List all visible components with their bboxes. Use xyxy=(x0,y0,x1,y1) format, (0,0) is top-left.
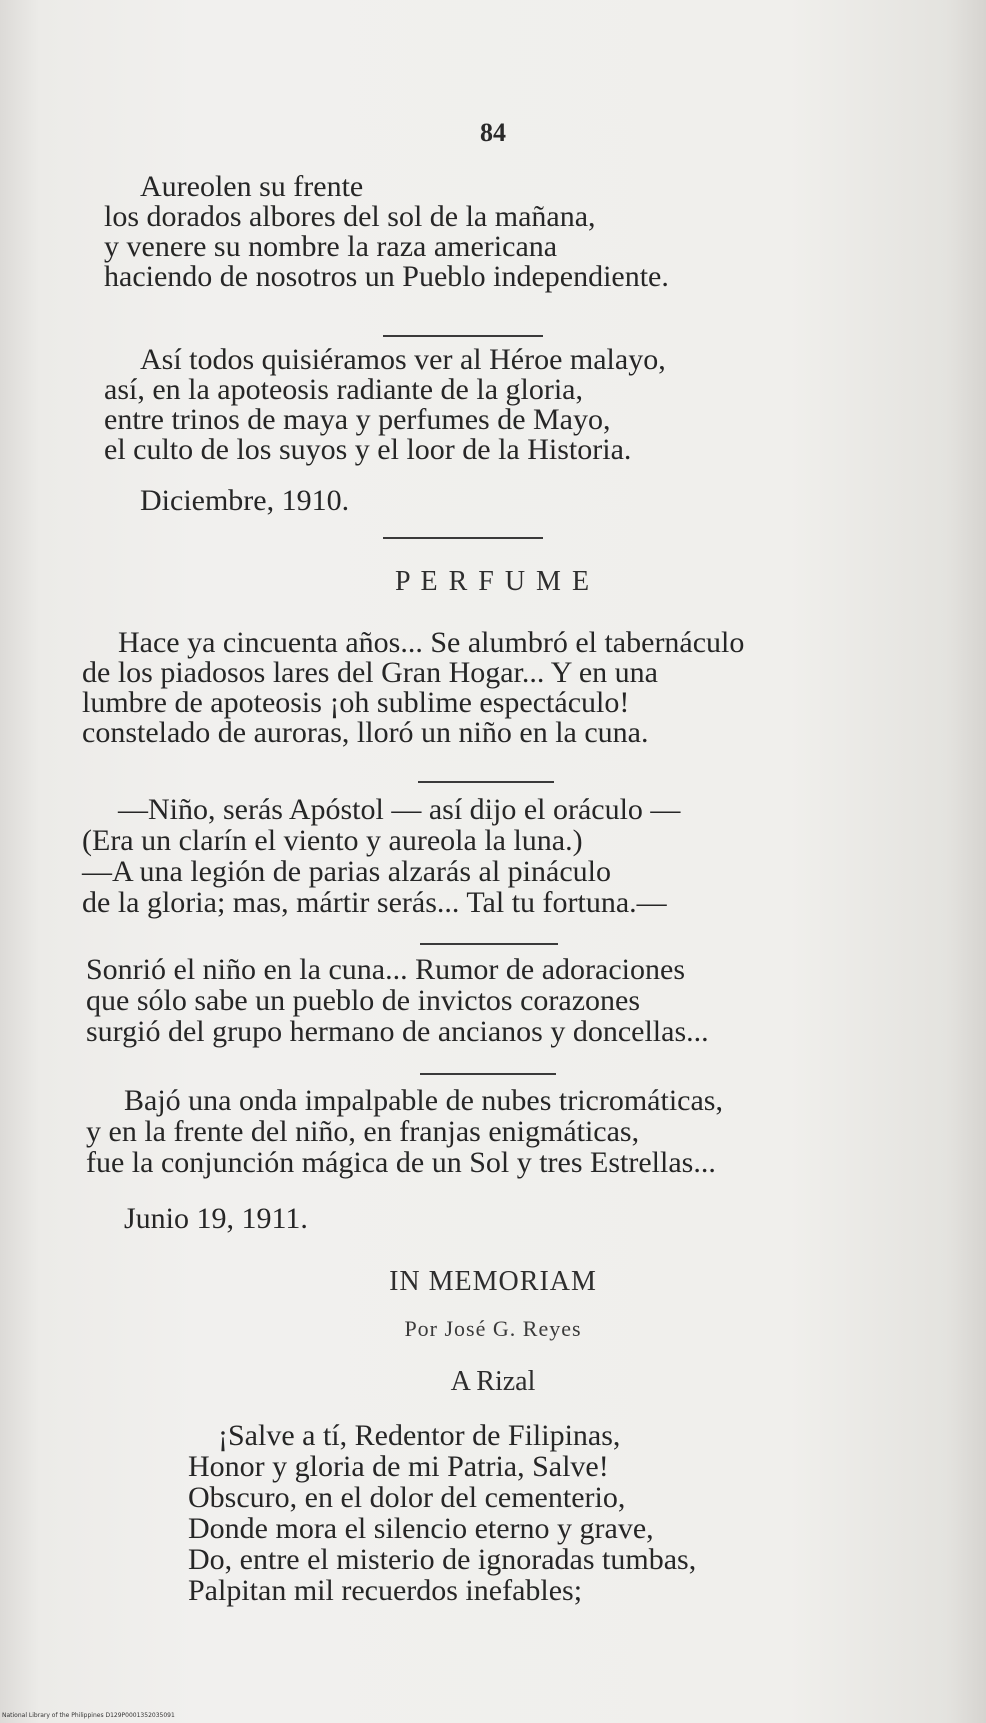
author-byline: Por José G. Reyes xyxy=(404,1316,582,1341)
verse-line: el culto de los suyos y el loor de la Historia. xyxy=(104,433,632,466)
verse-line: constelado de auroras, lloró un niño en la cuna. xyxy=(82,716,649,749)
verse-line: entre trinos de maya y perfumes de Mayo, xyxy=(104,403,611,436)
section-divider xyxy=(383,335,543,337)
verse-line: Aureolen su frente xyxy=(140,170,364,203)
section-divider xyxy=(420,943,558,945)
verse-line: Bajó una onda impalpable de nubes tricromáticas, xyxy=(124,1084,723,1117)
date-line: Diciembre, 1910. xyxy=(140,484,350,517)
verse-line: que sólo sabe un pueblo de invictos corazones xyxy=(86,984,641,1017)
page-number: 84 xyxy=(480,118,506,147)
section-divider xyxy=(420,1073,556,1075)
verse-line: —Niño, serás Apóstol — así dijo el oráculo — xyxy=(118,793,681,826)
verse-line: Sonrió el niño en la cuna... Rumor de adoraciones xyxy=(86,953,686,986)
verse-line: haciendo de nosotros un Pueblo independiente. xyxy=(104,260,669,293)
section-divider xyxy=(418,781,554,783)
poem-title: IN MEMORIAM xyxy=(389,1266,597,1297)
verse-line: y en la frente del niño, en franjas enigmáticas, xyxy=(86,1115,640,1148)
poem-title: P E R F U M E xyxy=(394,566,592,597)
verse-line: lumbre de apoteosis ¡oh sublime espectáculo! xyxy=(82,686,630,719)
scan-footer: National Library of the Philippines D129P0001352035091 xyxy=(2,1712,175,1719)
verse-line: de los piadosos lares del Gran Hogar... Y en una xyxy=(82,656,658,689)
verse-line: Do, entre el misterio de ignoradas tumbas, xyxy=(188,1543,697,1576)
dedication: A Rizal xyxy=(450,1366,536,1397)
verse-line: Así todos quisiéramos ver al Héroe malayo, xyxy=(140,343,666,376)
verse-line: surgió del grupo hermano de ancianos y doncellas... xyxy=(86,1015,709,1048)
verse-line: (Era un clarín el viento y aureola la luna.) xyxy=(82,824,583,857)
verse-line: Donde mora el silencio eterno y grave, xyxy=(188,1512,654,1545)
verse-line: ¡Salve a tí, Redentor de Filipinas, xyxy=(218,1419,621,1452)
verse-line: Hace ya cincuenta años... Se alumbró el tabernáculo xyxy=(118,626,745,659)
verse-line: fue la conjunción mágica de un Sol y tres Estrellas... xyxy=(86,1146,716,1179)
section-divider xyxy=(383,537,543,539)
verse-line: Palpitan mil recuerdos inefables; xyxy=(188,1574,583,1607)
date-line: Junio 19, 1911. xyxy=(124,1202,308,1235)
verse-line: —A una legión de parias alzarás al pináculo xyxy=(82,855,611,888)
verse-line: los dorados albores del sol de la mañana, xyxy=(104,200,596,233)
verse-line: así, en la apoteosis radiante de la gloria, xyxy=(104,373,583,406)
verse-line: de la gloria; mas, mártir serás... Tal tu fortuna.— xyxy=(82,886,667,919)
verse-line: Honor y gloria de mi Patria, Salve! xyxy=(188,1450,609,1483)
verse-line: y venere su nombre la raza americana xyxy=(104,230,558,263)
verse-line: Obscuro, en el dolor del cementerio, xyxy=(188,1481,626,1514)
